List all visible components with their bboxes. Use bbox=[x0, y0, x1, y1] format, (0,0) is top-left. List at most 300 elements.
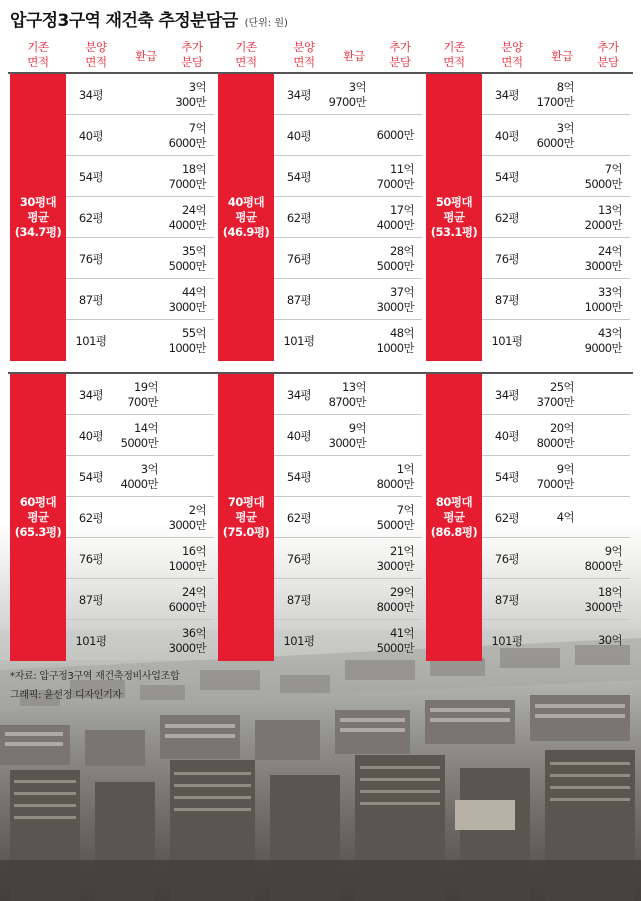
extra-share-cell bbox=[364, 415, 414, 456]
refund-amount-line: 19억 bbox=[134, 379, 158, 394]
sale-area-cell: 101평 bbox=[491, 633, 523, 648]
group-label-line: 60평대 bbox=[19, 495, 57, 509]
sale-area-cell: 62평 bbox=[494, 210, 520, 225]
extra-share-cell bbox=[156, 197, 206, 238]
refund-cell bbox=[108, 279, 158, 320]
extra-share-amount-line: 41억 bbox=[390, 625, 414, 640]
refund-cell bbox=[316, 156, 366, 197]
refund-cell bbox=[316, 579, 366, 620]
extra-share-amount-line: 1000만 bbox=[376, 340, 414, 355]
refund-cell bbox=[524, 74, 574, 115]
extra-share-cell bbox=[364, 238, 414, 279]
extra-share-cell bbox=[364, 497, 414, 538]
extra-share-header bbox=[374, 40, 426, 72]
group-label-line: 평균 bbox=[27, 510, 49, 524]
sale-area-header bbox=[278, 40, 330, 72]
group-label-bar bbox=[426, 74, 482, 361]
refund-cell bbox=[524, 197, 574, 238]
extra-share-amount-line: 3000만 bbox=[584, 599, 622, 614]
refund-cell bbox=[316, 497, 366, 538]
table-row bbox=[274, 415, 422, 456]
extra-share-amount-line: 11억 bbox=[390, 161, 414, 176]
refund-cell bbox=[108, 579, 158, 620]
source-note: *자료: 압구정3구역 재건축정비사업조합 bbox=[10, 671, 180, 682]
extra-share-amount-line: 18억 bbox=[182, 161, 206, 176]
table-row bbox=[274, 115, 422, 156]
extra-share-cell bbox=[572, 156, 622, 197]
extra-share-cell bbox=[572, 238, 622, 279]
table-row bbox=[482, 538, 630, 579]
extra-share-cell bbox=[156, 374, 206, 415]
table-row bbox=[66, 156, 214, 197]
table-row bbox=[274, 538, 422, 579]
extra-share-cell bbox=[156, 115, 206, 156]
group-label-line: 40평대 bbox=[227, 195, 265, 209]
table-row bbox=[66, 115, 214, 156]
sale-area-header-line1: 분양 bbox=[85, 40, 107, 54]
refund-cell bbox=[316, 238, 366, 279]
table-row bbox=[66, 320, 214, 361]
refund-header-line1: 환급 bbox=[135, 48, 157, 63]
refund-header bbox=[328, 40, 380, 72]
sale-area-cell: 87평 bbox=[494, 592, 520, 607]
table-row bbox=[482, 456, 630, 497]
refund-amount-line: 20억 bbox=[550, 420, 574, 435]
extra-share-amount-line: 8000만 bbox=[376, 476, 414, 491]
sale-area-cell: 34평 bbox=[494, 387, 520, 402]
extra-share-cell bbox=[364, 320, 414, 361]
group-label-line: (75.0평) bbox=[222, 525, 270, 539]
refund-amount-line: 8000만 bbox=[536, 435, 574, 450]
extra-share-cell bbox=[156, 456, 206, 497]
extra-share-amount-line: 4000만 bbox=[168, 217, 206, 232]
sale-area-cell: 62평 bbox=[286, 210, 312, 225]
extra-share-cell bbox=[364, 620, 414, 661]
refund-cell bbox=[108, 115, 158, 156]
table-row bbox=[66, 238, 214, 279]
refund-amount-line: 3억 bbox=[140, 461, 158, 476]
group-label-line: 평균 bbox=[235, 210, 257, 224]
extra-share-amount-line: 43억 bbox=[598, 325, 622, 340]
refund-cell bbox=[524, 456, 574, 497]
sale-area-cell: 62평 bbox=[78, 210, 104, 225]
sale-area-cell: 76평 bbox=[286, 251, 312, 266]
table-row bbox=[482, 320, 630, 361]
refund-cell bbox=[524, 279, 574, 320]
extra-share-amount-line: 30억 bbox=[598, 633, 622, 647]
table-row bbox=[66, 538, 214, 579]
extra-share-amount-line: 24억 bbox=[182, 584, 206, 599]
sale-area-cell: 76평 bbox=[78, 251, 104, 266]
size-group bbox=[216, 372, 424, 661]
sale-area-header-line2: 면적 bbox=[293, 55, 315, 69]
extra-share-cell bbox=[572, 115, 622, 156]
refund-amount-line: 3000만 bbox=[328, 435, 366, 450]
existing-area-header-line1: 기존 bbox=[443, 40, 465, 54]
extra-share-amount-line: 300만 bbox=[175, 94, 206, 109]
extra-share-amount-line: 28억 bbox=[390, 243, 414, 258]
extra-share-amount-line: 1000만 bbox=[168, 340, 206, 355]
group-label-line: 50평대 bbox=[435, 195, 473, 209]
extra-share-cell bbox=[364, 74, 414, 115]
refund-cell bbox=[524, 538, 574, 579]
existing-area-header bbox=[428, 40, 480, 72]
group-label-bar bbox=[10, 74, 66, 361]
refund-cell bbox=[524, 320, 574, 361]
sale-area-cell: 101평 bbox=[283, 633, 315, 648]
table-row bbox=[274, 456, 422, 497]
extra-share-header-line1: 추가 bbox=[389, 40, 411, 54]
extra-share-cell bbox=[572, 456, 622, 497]
extra-share-amount-line: 9000만 bbox=[584, 340, 622, 355]
extra-share-cell bbox=[572, 415, 622, 456]
sale-area-cell: 54평 bbox=[78, 169, 104, 184]
sale-area-header-line1: 분양 bbox=[501, 40, 523, 54]
extra-share-amount-line: 1000만 bbox=[168, 558, 206, 573]
extra-share-amount-line: 18억 bbox=[598, 584, 622, 599]
extra-share-amount-line: 7000만 bbox=[168, 176, 206, 191]
refund-amount-line: 3억 bbox=[348, 79, 366, 94]
extra-share-amount-line: 2000만 bbox=[584, 217, 622, 232]
sale-area-cell: 76평 bbox=[494, 551, 520, 566]
extra-share-amount-line: 55억 bbox=[182, 325, 206, 340]
group-label-line: 평균 bbox=[443, 210, 465, 224]
refund-cell bbox=[108, 456, 158, 497]
existing-area-header-line1: 기존 bbox=[27, 40, 49, 54]
table-row bbox=[482, 197, 630, 238]
existing-area-header-line2: 면적 bbox=[235, 55, 257, 69]
extra-share-cell bbox=[572, 279, 622, 320]
extra-share-amount-line: 3000만 bbox=[376, 299, 414, 314]
refund-amount-line: 4000만 bbox=[120, 476, 158, 491]
extra-share-cell bbox=[364, 579, 414, 620]
sale-area-cell: 40평 bbox=[78, 428, 104, 443]
sale-area-cell: 54평 bbox=[78, 469, 104, 484]
extra-share-cell bbox=[572, 74, 622, 115]
refund-amount-line: 3700만 bbox=[536, 394, 574, 409]
refund-amount-line: 25억 bbox=[550, 379, 574, 394]
extra-share-cell bbox=[156, 579, 206, 620]
sale-area-cell: 54평 bbox=[286, 469, 312, 484]
extra-share-amount-line: 1000만 bbox=[584, 299, 622, 314]
extra-share-amount-line: 29억 bbox=[390, 584, 414, 599]
sale-area-cell: 34평 bbox=[78, 387, 104, 402]
extra-share-amount-line: 6000만 bbox=[168, 135, 206, 150]
table-row bbox=[66, 620, 214, 661]
refund-cell bbox=[524, 415, 574, 456]
refund-cell bbox=[316, 538, 366, 579]
extra-share-amount-line: 35억 bbox=[182, 243, 206, 258]
extra-share-cell bbox=[364, 197, 414, 238]
group-label-line: 평균 bbox=[27, 210, 49, 224]
extra-share-amount-line: 24억 bbox=[598, 243, 622, 258]
existing-area-header-line2: 면적 bbox=[27, 55, 49, 69]
extra-share-amount-line: 9억 bbox=[604, 543, 622, 558]
refund-amount-line: 7000만 bbox=[536, 476, 574, 491]
extra-share-amount-line: 3000만 bbox=[168, 299, 206, 314]
extra-share-header-line1: 추가 bbox=[181, 40, 203, 54]
sale-area-cell: 40평 bbox=[494, 128, 520, 143]
sale-area-cell: 87평 bbox=[286, 592, 312, 607]
sale-area-header-line2: 면적 bbox=[501, 55, 523, 69]
sale-area-cell: 54평 bbox=[494, 469, 520, 484]
table-row bbox=[66, 74, 214, 115]
extra-share-amount-line: 7억 bbox=[396, 502, 414, 517]
sale-area-cell: 101평 bbox=[283, 333, 315, 348]
refund-cell bbox=[108, 497, 158, 538]
extra-share-cell bbox=[572, 620, 622, 661]
group-label-line: 30평대 bbox=[19, 195, 57, 209]
group-label-line: 80평대 bbox=[435, 495, 473, 509]
extra-share-cell bbox=[572, 538, 622, 579]
extra-share-cell bbox=[572, 374, 622, 415]
extra-share-cell bbox=[156, 415, 206, 456]
extra-share-amount-line: 48억 bbox=[390, 325, 414, 340]
sale-area-cell: 87평 bbox=[286, 292, 312, 307]
refund-cell bbox=[524, 156, 574, 197]
sale-area-cell: 40평 bbox=[286, 428, 312, 443]
refund-header bbox=[120, 40, 172, 72]
extra-share-cell bbox=[364, 156, 414, 197]
extra-share-amount-line: 13억 bbox=[598, 202, 622, 217]
refund-amount-line: 9억 bbox=[556, 461, 574, 476]
extra-share-cell bbox=[364, 374, 414, 415]
refund-cell bbox=[108, 197, 158, 238]
extra-share-amount-line: 3000만 bbox=[168, 640, 206, 655]
refund-header-line1: 환급 bbox=[343, 48, 365, 63]
sale-area-cell: 54평 bbox=[286, 169, 312, 184]
extra-share-cell bbox=[364, 538, 414, 579]
table-row bbox=[66, 579, 214, 620]
sale-area-cell: 54평 bbox=[494, 169, 520, 184]
sale-area-header bbox=[70, 40, 122, 72]
chart-header bbox=[10, 6, 288, 30]
extra-share-amount-line: 24억 bbox=[182, 202, 206, 217]
table-row bbox=[66, 197, 214, 238]
refund-amount-line: 5000만 bbox=[120, 435, 158, 450]
size-group bbox=[8, 72, 216, 361]
refund-cell bbox=[108, 620, 158, 661]
extra-share-header-line2: 분담 bbox=[597, 55, 619, 69]
table-row bbox=[274, 156, 422, 197]
table-row bbox=[274, 497, 422, 538]
extra-share-amount-line: 2억 bbox=[188, 502, 206, 517]
extra-share-cell bbox=[572, 579, 622, 620]
sale-area-cell: 62평 bbox=[494, 510, 520, 525]
table-row bbox=[274, 579, 422, 620]
refund-cell bbox=[108, 74, 158, 115]
extra-share-amount-line: 7억 bbox=[188, 120, 206, 135]
size-group bbox=[8, 372, 216, 661]
table-row bbox=[482, 115, 630, 156]
table-row bbox=[274, 74, 422, 115]
refund-amount-line: 4억 bbox=[556, 510, 574, 524]
sale-area-cell: 76평 bbox=[78, 551, 104, 566]
extra-share-header bbox=[582, 40, 634, 72]
sale-area-cell: 76평 bbox=[494, 251, 520, 266]
extra-share-amount-line: 17억 bbox=[390, 202, 414, 217]
refund-amount-line: 1700만 bbox=[536, 94, 574, 109]
extra-share-amount-line: 3000만 bbox=[584, 258, 622, 273]
footer bbox=[10, 667, 179, 705]
group-label-bar bbox=[10, 374, 66, 661]
table-row bbox=[66, 279, 214, 320]
sale-area-header-line2: 면적 bbox=[85, 55, 107, 69]
table-row bbox=[482, 415, 630, 456]
refund-cell bbox=[316, 115, 366, 156]
table-row bbox=[66, 497, 214, 538]
existing-area-header-line2: 면적 bbox=[443, 55, 465, 69]
extra-share-cell bbox=[364, 115, 414, 156]
extra-share-amount-line: 5000만 bbox=[584, 176, 622, 191]
refund-header-line1: 환급 bbox=[551, 48, 573, 63]
refund-cell bbox=[524, 374, 574, 415]
sale-area-cell: 87평 bbox=[78, 292, 104, 307]
extra-share-header bbox=[166, 40, 218, 72]
refund-amount-line: 9억 bbox=[348, 420, 366, 435]
extra-share-cell bbox=[156, 620, 206, 661]
table-row bbox=[482, 620, 630, 661]
table-row bbox=[66, 374, 214, 415]
extra-share-amount-line: 1억 bbox=[396, 461, 414, 476]
refund-cell bbox=[524, 497, 574, 538]
group-label-line: 평균 bbox=[443, 510, 465, 524]
table-row bbox=[482, 156, 630, 197]
refund-amount-line: 700만 bbox=[127, 394, 158, 409]
sale-area-header bbox=[486, 40, 538, 72]
extra-share-amount-line: 4000만 bbox=[376, 217, 414, 232]
refund-cell bbox=[316, 197, 366, 238]
refund-cell bbox=[108, 415, 158, 456]
group-label-line: (34.7평) bbox=[14, 225, 62, 239]
refund-cell bbox=[316, 320, 366, 361]
refund-cell bbox=[316, 620, 366, 661]
table-row bbox=[482, 579, 630, 620]
table-row bbox=[482, 74, 630, 115]
sale-area-cell: 87평 bbox=[494, 292, 520, 307]
extra-share-cell bbox=[156, 238, 206, 279]
sale-area-cell: 101평 bbox=[491, 333, 523, 348]
refund-cell bbox=[108, 238, 158, 279]
extra-share-cell bbox=[364, 279, 414, 320]
refund-cell bbox=[108, 374, 158, 415]
refund-cell bbox=[316, 415, 366, 456]
refund-amount-line: 3억 bbox=[556, 120, 574, 135]
refund-cell bbox=[316, 279, 366, 320]
table-section bbox=[8, 72, 633, 361]
group-label-line: 70평대 bbox=[227, 495, 265, 509]
sale-area-cell: 40평 bbox=[78, 128, 104, 143]
table-row bbox=[274, 197, 422, 238]
table-row bbox=[274, 279, 422, 320]
table-row bbox=[274, 320, 422, 361]
group-label-line: (46.9평) bbox=[222, 225, 270, 239]
extra-share-amount-line: 44억 bbox=[182, 284, 206, 299]
refund-cell bbox=[316, 456, 366, 497]
extra-share-amount-line: 8000만 bbox=[376, 599, 414, 614]
extra-share-amount-line: 3000만 bbox=[168, 517, 206, 532]
extra-share-amount-line: 37억 bbox=[390, 284, 414, 299]
extra-share-cell bbox=[364, 456, 414, 497]
group-label-bar bbox=[426, 374, 482, 661]
extra-share-amount-line: 5000만 bbox=[376, 517, 414, 532]
refund-amount-line: 6000만 bbox=[536, 135, 574, 150]
group-label-line: 평균 bbox=[235, 510, 257, 524]
refund-amount-line: 14억 bbox=[134, 420, 158, 435]
extra-share-cell bbox=[572, 497, 622, 538]
extra-share-amount-line: 7억 bbox=[604, 161, 622, 176]
sale-area-cell: 101평 bbox=[75, 333, 107, 348]
extra-share-amount-line: 3000만 bbox=[376, 558, 414, 573]
extra-share-cell bbox=[572, 197, 622, 238]
extra-share-amount-line: 7000만 bbox=[376, 176, 414, 191]
extra-share-amount-line: 36억 bbox=[182, 625, 206, 640]
refund-amount-line: 9700만 bbox=[328, 94, 366, 109]
existing-area-header bbox=[12, 40, 64, 72]
table-row bbox=[66, 456, 214, 497]
page-title: 압구정3구역 재건축 추정분담금 bbox=[10, 11, 238, 31]
refund-cell bbox=[108, 320, 158, 361]
group-label-line: (86.8평) bbox=[430, 525, 478, 539]
refund-header bbox=[536, 40, 588, 72]
refund-cell bbox=[524, 620, 574, 661]
extra-share-amount-line: 16억 bbox=[182, 543, 206, 558]
extra-share-header-line2: 분담 bbox=[389, 55, 411, 69]
refund-cell bbox=[316, 74, 366, 115]
refund-cell bbox=[524, 238, 574, 279]
extra-share-cell bbox=[572, 320, 622, 361]
group-label-bar bbox=[218, 374, 274, 661]
size-group bbox=[424, 372, 632, 661]
extra-share-cell bbox=[156, 538, 206, 579]
sale-area-cell: 87평 bbox=[78, 592, 104, 607]
extra-share-amount-line: 33억 bbox=[598, 284, 622, 299]
sale-area-cell: 76평 bbox=[286, 551, 312, 566]
table-section bbox=[8, 372, 633, 661]
refund-cell bbox=[524, 115, 574, 156]
size-group bbox=[216, 72, 424, 361]
table-row bbox=[274, 238, 422, 279]
extra-share-cell bbox=[156, 279, 206, 320]
sale-area-cell: 40평 bbox=[286, 128, 312, 143]
extra-share-cell bbox=[156, 497, 206, 538]
refund-cell bbox=[108, 538, 158, 579]
existing-area-header bbox=[220, 40, 272, 72]
extra-share-cell bbox=[156, 74, 206, 115]
sale-area-cell: 34평 bbox=[78, 87, 104, 102]
refund-cell bbox=[524, 579, 574, 620]
sale-area-cell: 34평 bbox=[286, 87, 312, 102]
extra-share-cell bbox=[156, 156, 206, 197]
sale-area-cell: 62평 bbox=[78, 510, 104, 525]
sale-area-cell: 40평 bbox=[494, 428, 520, 443]
size-group bbox=[424, 72, 632, 361]
table-row bbox=[66, 415, 214, 456]
refund-cell bbox=[108, 156, 158, 197]
sale-area-cell: 34평 bbox=[286, 387, 312, 402]
extra-share-amount-line: 8000만 bbox=[584, 558, 622, 573]
graphic-credit: 그래픽: 윤선정 디자인기자 bbox=[10, 690, 122, 701]
sale-area-cell: 101평 bbox=[75, 633, 107, 648]
extra-share-amount-line: 6000만 bbox=[376, 128, 414, 142]
extra-share-amount-line: 5000만 bbox=[376, 640, 414, 655]
refund-amount-line: 8억 bbox=[556, 79, 574, 94]
refund-cell bbox=[316, 374, 366, 415]
refund-amount-line: 8700만 bbox=[328, 394, 366, 409]
table-row bbox=[482, 279, 630, 320]
table-row bbox=[274, 374, 422, 415]
extra-share-amount-line: 21억 bbox=[390, 543, 414, 558]
